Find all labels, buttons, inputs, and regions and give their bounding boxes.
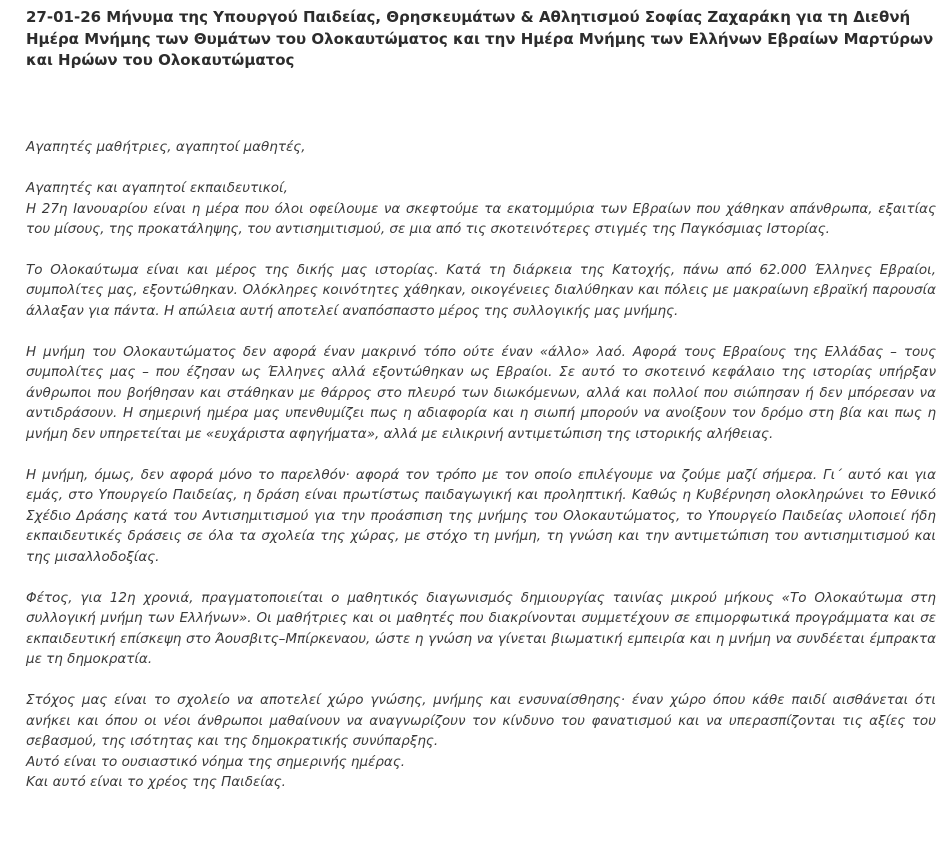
- paragraph-ministry-action: Η μνήμη, όμως, δεν αφορά μόνο το παρελθόν· αφορά τον τρόπο με τον οποίο επιλέγουμε να ζούμε μαζί σήμερα. Γι΄ αυτό και για εμάς, στο Υπουργείο Παιδείας, η δράση είναι πρωτίστως παιδαγωγική και προληπτική. Καθώς η Κυβέρνηση ολοκληρώνει το Εθνικό Σχέδιο Δράσης κατά του Αντισημιτισμού για την προάσπιση της μνήμης του Ολοκαυτώματος, το Υπουργείο Παιδείας υλοποιεί ήδη εκπαιδευτικές δράσεις σε όλα τα σχολεία της χώρας, με στόχο τη μνήμη, τη γνώση και την αντιμετώπιση του αντισημιτισμού και της μισαλλοδοξίας.: [26, 466, 936, 565]
- greeting-students: Αγαπητές μαθήτριες, αγαπητοί μαθητές,: [26, 138, 306, 155]
- paragraph-goal: Στόχος μας είναι το σχολείο να αποτελεί χώρο γνώσης, μνήμης και ενσυναίσθησης· έναν χώρο όπου κάθε παιδί αισθάνεται ότι ανήκει και όπου οι νέοι άνθρωποι μαθαίνουν να αναγνωρίζουν τον κίνδυνο του φανατισμού και να υπερασπίζονται τις αξίες του σεβασμού, της ισότητας και της δημοκρατικής συνύπαρξης.: [26, 691, 936, 750]
- paragraph-memory: Η μνήμη του Ολοκαυτώματος δεν αφορά έναν μακρινό τόπο ούτε έναν «άλλο» λαό. Αφορά τους Εβραίους της Ελλάδας – τους συμπολίτες μας – που έζησαν ως Έλληνες αλλά εξοντώθηκαν ως Εβραίοι. Σε αυτό το σκοτεινό κεφάλαιο της ιστορίας υπήρξαν άνθρωποι που βοήθησαν και στάθηκαν με θάρρος στο πλευρό των διωκόμενων, αλλά και πολλοί που σιώπησαν ή δεν μπόρεσαν να αντιδράσουν. Η σημερινή ημέρα μας υπενθυμίζει πως η αδιαφορία και η σιωπή μπορούν να ανοίξουν τον δρόμο στη βία και πως η μνήμη δεν υπηρετείται με «ευχάριστα αφηγήματα», αλλά με ειλικρινή αντιμετώπιση της ιστορικής αλήθειας.: [26, 343, 936, 443]
- closing-line: Και αυτό είναι το χρέος της Παιδείας.: [26, 774, 286, 791]
- greeting-teachers: Αγαπητές και αγαπητοί εκπαιδευτικοί,: [26, 180, 288, 197]
- closing-line: Αυτό είναι το ουσιαστικό νόημα της σημερινής ημέρας.: [26, 753, 406, 770]
- paragraph-occupation: Το Ολοκαύτωμα είναι και μέρος της δικής μας ιστορίας. Κατά τη διάρκεια της Κατοχής, πάνω από 62.000 Έλληνες Εβραίοι, συμπολίτες μας, εξοντώθηκαν. Ολόκληρες κοινότητες χάθηκαν, οικογένειες διαλύθηκαν και πόλεις με μακραίωνη εβραϊκή παρουσία άλλαξαν για πάντα. Η απώλεια αυτή αποτελεί αναπόσπαστο μέρος της συλλογικής μας μνήμης.: [26, 261, 936, 320]
- article-title: 27-01-26 Μήνυμα της Υπουργού Παιδείας, Θρησκευμάτων & Αθλητισμού Σοφίας Ζαχαράκη για τη Διεθνή Ημέρα Μνήμης των Θυμάτων του Ολοκαυτώματος και την Ημέρα Μνήμης των Ελλήνων Εβραίων Μαρτύρων και Ηρώων του Ολοκαυτώματος: [26, 8, 934, 69]
- paragraph-film-contest: Φέτος, για 12η χρονιά, πραγματοποιείται ο μαθητικός διαγωνισμός δημιουργίας ταινίας μικρού μήκους «Το Ολοκαύτωμα στη συλλογική μνήμη των Ελλήνων». Οι μαθήτριες και οι μαθητές που διακρίνονται συμμετέχουν σε επιμορφωτικά προγράμματα και σε εκπαιδευτική επίσκεψη στο Άουσβιτς–Μπίρκεναου, ώστε η γνώση να γίνεται βιωματική εμπειρία και η μνήμη να συνδέεται έμπρακτα με τη δημοκρατία.: [26, 589, 936, 668]
- article: [26, 0, 936, 793]
- article-body: [26, 137, 936, 793]
- paragraph-27-january: Η 27η Ιανουαρίου είναι η μέρα που όλοι οφείλουμε να σκεφτούμε τα εκατομμύρια των Εβραίων που χάθηκαν απάνθρωπα, εξαιτίας του μίσους, της προκατάληψης, του αντισημιτισμού, σε μια από τις σκοτεινότερες στιγμές της Παγκόσμιας Ιστορίας.: [26, 200, 936, 238]
